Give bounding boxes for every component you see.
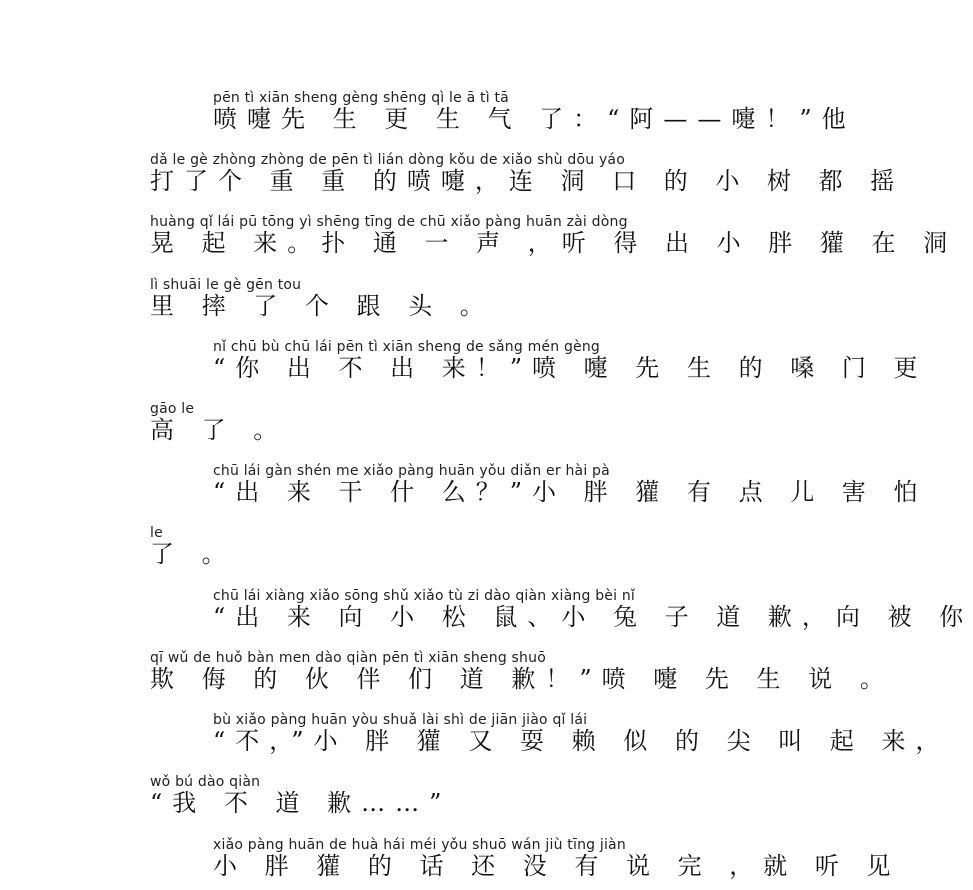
chinese-text: “出 来 向 小 松 鼠、小 兔 子 道 歉，向 被 你 xyxy=(213,603,973,631)
chinese-text: 小 胖 獾 的 话 还 没 有 说 完 ，就 听 见 xyxy=(213,852,901,880)
chinese-text: 高 了 。 xyxy=(150,416,288,444)
chinese-text: 喷嚏先 生 更 生 气 了：“阿——嚏！”他 xyxy=(213,105,856,133)
chinese-text: “不，”小 胖 獾 又 耍 赖 似 的 尖 叫 起 来， xyxy=(213,727,950,755)
pinyin-annotation: huàng qǐ lái pū tōng yì shēng tīng de chū xiǎo pàng huān zài dòng xyxy=(150,214,628,230)
chinese-text: 欺 侮 的 伙 伴 们 道 歉！”喷 嚏 先 生 说 。 xyxy=(150,665,894,693)
pinyin-annotation: chū lái xiàng xiǎo sōng shǔ xiǎo tù zi dào qiàn xiàng bèi nǐ xyxy=(213,588,635,604)
chinese-text: 里 摔 了 个 跟 头 。 xyxy=(150,292,494,320)
pinyin-annotation: qī wǔ de huǒ bàn men dào qiàn pēn tì xiān sheng shuō xyxy=(150,650,546,666)
pinyin-annotation: lì shuāi le gè gēn tou xyxy=(150,277,302,293)
chinese-text: “你 出 不 出 来！”喷 嚏 先 生 的 嗓 门 更 xyxy=(213,354,928,382)
pinyin-annotation: dǎ le gè zhòng zhòng de pēn tì lián dòng kǒu de xiǎo shù dōu yáo xyxy=(150,152,625,168)
pinyin-annotation: le xyxy=(150,525,163,541)
chinese-text: 了 。 xyxy=(150,540,236,568)
pinyin-annotation: wǒ bú dào qiàn xyxy=(150,774,261,790)
chinese-text: 晃 起 来。扑 通 一 声 ，听 得 出 小 胖 獾 在 洞 xyxy=(150,229,958,257)
pinyin-annotation: nǐ chū bù chū lái pēn tì xiān sheng de sǎng mén gèng xyxy=(213,339,601,355)
chinese-text: “出 来 干 什 么？”小 胖 獾 有 点 儿 害 怕 xyxy=(213,478,928,506)
pinyin-annotation: xiǎo pàng huān de huà hái méi yǒu shuō wán jiù tīng jiàn xyxy=(213,837,626,853)
pinyin-annotation: bù xiǎo pàng huān yòu shuǎ lài shì de jiān jiào qǐ lái xyxy=(213,712,588,728)
pinyin-annotation: pēn tì xiān sheng gèng shēng qì le ā tì tā xyxy=(213,90,509,106)
pinyin-annotation: chū lái gàn shén me xiǎo pàng huān yǒu diǎn er hài pà xyxy=(213,463,610,479)
chinese-text: “我 不 道 歉……” xyxy=(150,789,452,817)
pinyin-annotation: gāo le xyxy=(150,401,195,417)
chinese-text: 打了个 重 重 的喷嚏，连 洞 口 的 小 树 都 摇 xyxy=(150,167,905,195)
